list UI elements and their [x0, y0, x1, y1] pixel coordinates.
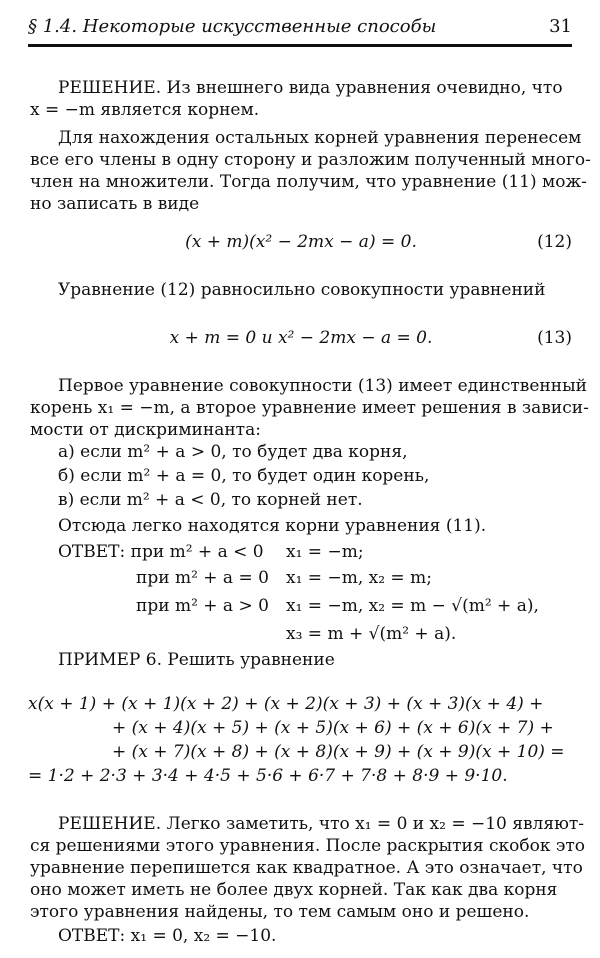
text-line: Первое уравнение совокупности (13) имеет единственный — [58, 376, 587, 396]
text-line: Отсюда легко находятся корни уравнения (11). — [58, 516, 487, 536]
text-line: оно может иметь не более двух корней. Так как два корня — [30, 880, 558, 900]
answer-root: x₁ = −m, x₂ = m; — [286, 568, 432, 588]
text-line: x = −m является корнем. — [30, 100, 260, 120]
equation-number: (12) — [537, 232, 572, 252]
equation-13: x + m = 0 и x² − 2mx − a = 0. — [169, 328, 433, 348]
page-number: 31 — [549, 16, 572, 37]
section-title: § 1.4. Некоторые искусственные способы — [28, 16, 437, 37]
text-line: но записать в виде — [30, 194, 200, 214]
text-line: ся решениями этого уравнения. После раскрытия скобок это — [30, 836, 586, 856]
text-line: член на множители. Тогда получим, что уравнение (11) мож- — [30, 172, 587, 192]
long-equation-line: + (x + 7)(x + 8) + (x + 8)(x + 9) + (x + 9)(x + 10) = — [112, 742, 565, 762]
equation-number: (13) — [537, 328, 572, 348]
answer-root: x₁ = −m, x₂ = m − √(m² + a), — [286, 596, 539, 616]
answer-root: x₃ = m + √(m² + a). — [286, 624, 457, 644]
list-item: в) если m² + a < 0, то корней нет. — [58, 490, 363, 510]
header-rule — [28, 44, 572, 47]
final-answer: ОТВЕТ: x₁ = 0, x₂ = −10. — [58, 926, 277, 946]
answer-label: ОТВЕТ: при m² + a < 0 — [58, 542, 264, 562]
answer-root: x₁ = −m; — [286, 542, 364, 562]
text-line: РЕШЕНИЕ. Из внешнего вида уравнения очевидно, что — [58, 78, 563, 98]
answer-condition: при m² + a = 0 — [136, 568, 269, 588]
long-equation-line: + (x + 4)(x + 5) + (x + 5)(x + 6) + (x + 6)(x + 7) + — [112, 718, 554, 738]
text-line: Уравнение (12) равносильно совокупности уравнений — [58, 280, 546, 300]
equation-12: (x + m)(x² − 2mx − a) = 0. — [185, 232, 417, 252]
text-line: этого уравнения найдены, то тем самым оно и решено. — [30, 902, 530, 922]
text-line: корень x₁ = −m, а второе уравнение имеет решения в зависи- — [30, 398, 589, 418]
long-equation-line: = 1·2 + 2·3 + 3·4 + 4·5 + 5·6 + 6·7 + 7·8 + 8·9 + 9·10. — [28, 766, 508, 786]
text-line: уравнение перепишется как квадратное. А это означает, что — [30, 858, 583, 878]
text-line: Для нахождения остальных корней уравнения перенесем — [58, 128, 582, 148]
answer-condition: при m² + a > 0 — [136, 596, 269, 616]
list-item: а) если m² + a > 0, то будет два корня, — [58, 442, 408, 462]
text-line: все его члены в одну сторону и разложим полученный много- — [30, 150, 591, 170]
text-line: мости от дискриминанта: — [30, 420, 261, 440]
text-line: РЕШЕНИЕ. Легко заметить, что x₁ = 0 и x₂ = −10 являют- — [58, 814, 585, 834]
running-header — [28, 16, 572, 40]
list-item: б) если m² + a = 0, то будет один корень, — [58, 466, 430, 486]
long-equation-line: x(x + 1) + (x + 1)(x + 2) + (x + 2)(x + 3) + (x + 3)(x + 4) + — [28, 694, 544, 714]
example-heading: ПРИМЕР 6. Решить уравнение — [58, 650, 335, 670]
